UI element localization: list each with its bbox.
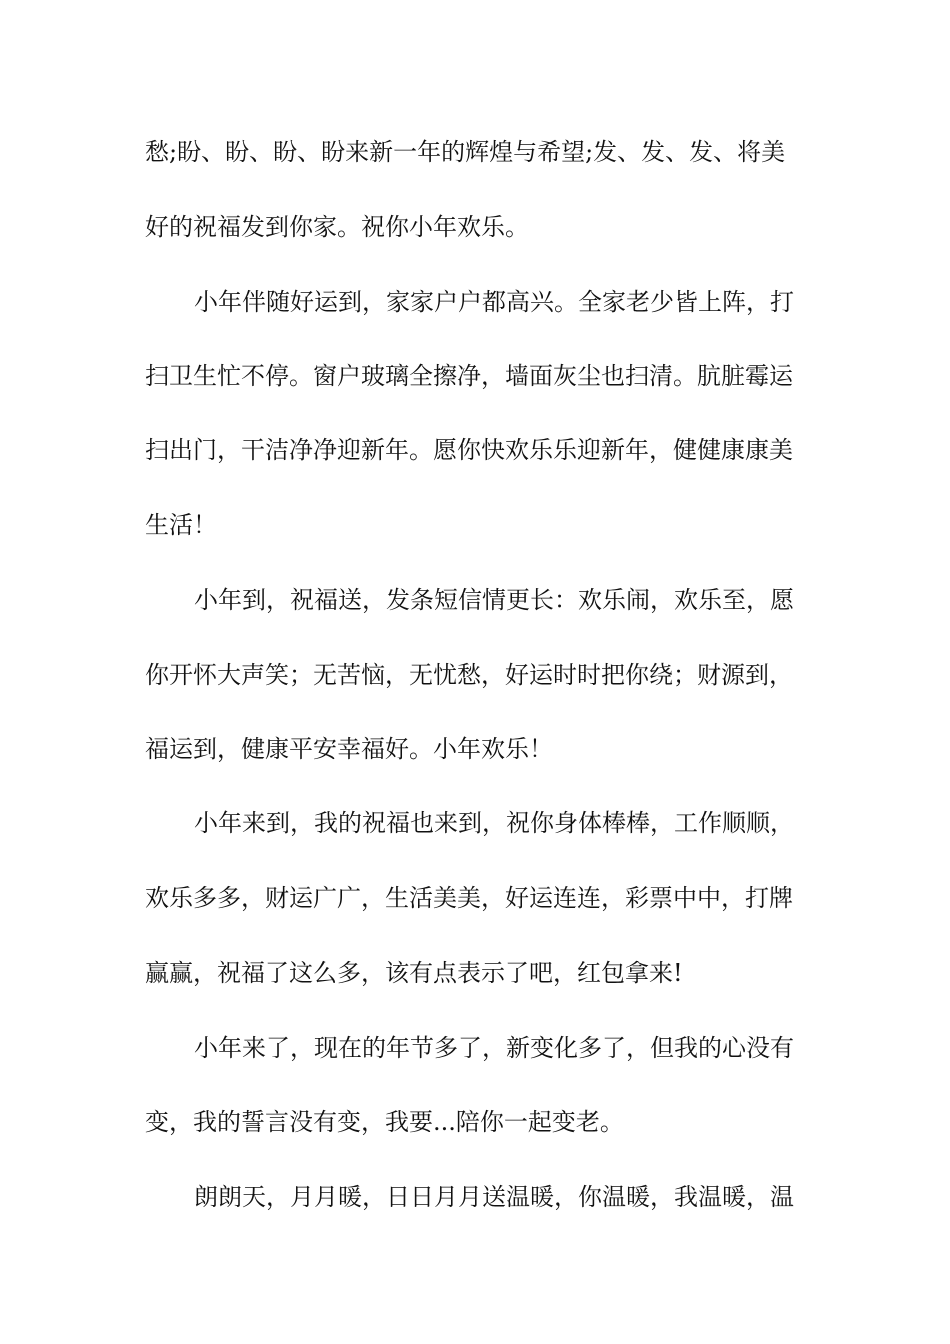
paragraph-start-line: 小年来到，我的祝福也来到，祝你身体棒棒，工作顺顺， bbox=[194, 809, 794, 837]
text-line: 生活！ bbox=[145, 511, 217, 539]
paragraph-start-line: 小年来了，现在的年节多了，新变化多了，但我的心没有 bbox=[194, 1034, 794, 1062]
paragraph-start-line: 朗朗天，月月暖，日日月月送温暖，你温暖，我温暖，温 bbox=[194, 1183, 794, 1211]
text-line: 变，我的誓言没有变，我要...陪你一起变老。 bbox=[145, 1108, 624, 1136]
text-line: 扫卫生忙不停。窗户玻璃全擦净，墙面灰尘也扫清。肮脏霉运 bbox=[145, 362, 793, 390]
text-line: 扫出门，干洁净净迎新年。愿你快欢乐乐迎新年，健健康康美 bbox=[145, 436, 793, 464]
text-line: 愁;盼、盼、盼、盼来新一年的辉煌与希望;发、发、发、将美 bbox=[145, 138, 786, 166]
text-line: 你开怀大声笑；无苦恼，无忧愁，好运时时把你绕；财源到， bbox=[145, 661, 793, 689]
text-line: 欢乐多多，财运广广，生活美美，好运连连，彩票中中，打牌 bbox=[145, 884, 793, 912]
paragraph-start-line: 小年到，祝福送，发条短信情更长：欢乐闹，欢乐至，愿 bbox=[194, 586, 794, 614]
text-line: 福运到，健康平安幸福好。小年欢乐！ bbox=[145, 735, 553, 763]
text-line: 赢赢，祝福了这么多，该有点表示了吧，红包拿来! bbox=[145, 959, 683, 987]
paragraph-start-line: 小年伴随好运到，家家户户都高兴。全家老少皆上阵，打 bbox=[194, 288, 794, 316]
text-line: 好的祝福发到你家。祝你小年欢乐。 bbox=[145, 213, 529, 241]
